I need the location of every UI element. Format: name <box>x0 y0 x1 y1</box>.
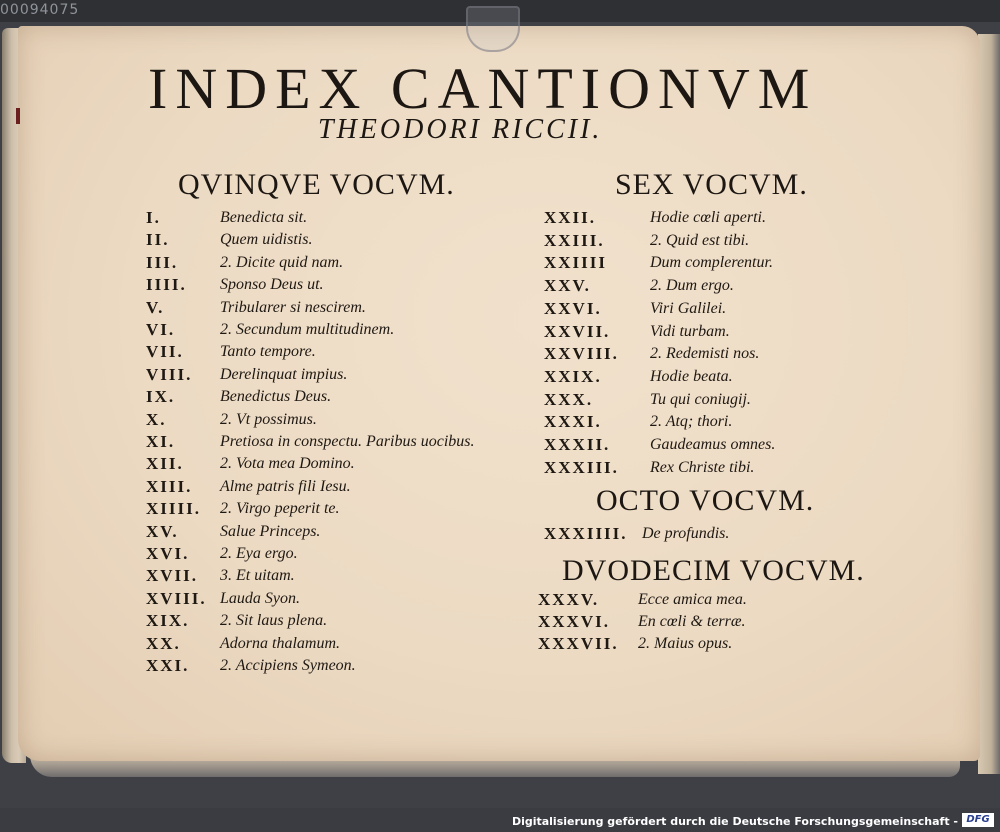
entry-number: XVII. <box>146 566 199 586</box>
entry-number: XXII. <box>544 208 597 227</box>
entry-number: V. <box>146 297 165 317</box>
entry-number: XIIII. <box>146 499 201 519</box>
entry-number: II. <box>146 230 170 250</box>
dfg-logo: DFG <box>962 813 994 827</box>
entry-title: 2. Accipiens Symeon. <box>220 657 356 674</box>
entry-title: 2. Atq; thori. <box>650 413 733 431</box>
page-clip <box>466 6 520 52</box>
entry-number: XXXII. <box>544 435 611 454</box>
entry-number: XXVI. <box>544 298 602 318</box>
entry-title: 2. Sit laus plena. <box>220 612 328 630</box>
entry-number: IIII. <box>146 275 187 295</box>
entry-title: En cœli & terræ. <box>638 613 746 630</box>
entry-number: XIII. <box>146 476 193 496</box>
entry-title: Tu qui coniugij. <box>650 390 751 408</box>
entry-title: Quem uidistis. <box>220 231 313 249</box>
entry-number: XXVIII. <box>544 344 619 364</box>
entry-title: Ecce amica mea. <box>638 591 747 608</box>
page-subtitle: THEODORI RICCII. <box>318 114 603 145</box>
entry-number: XXXV. <box>538 590 600 609</box>
entry-title: Viri Galilei. <box>650 299 727 317</box>
entry-title: Rex Christe tibi. <box>650 458 755 476</box>
entry-title: Vidi turbam. <box>650 322 730 340</box>
entry-number: XVIII. <box>146 588 207 608</box>
entry-title: De profundis. <box>642 525 730 542</box>
entry-title: 2. Secundum multitudinem. <box>220 321 395 338</box>
page-title: INDEX CANTIONVM <box>148 56 818 121</box>
entry-number: XV. <box>146 521 179 541</box>
entry-title: Tribularer si nescirem. <box>220 298 366 316</box>
heading-octo-vocum: OCTO VOCVM. <box>596 484 815 517</box>
entry-title: Hodie beata. <box>650 367 733 385</box>
entry-title: Adorna thalamum. <box>220 634 340 652</box>
entry-number: XI. <box>146 432 176 451</box>
entry-number: VIII. <box>146 364 193 384</box>
entry-title: Salue Princeps. <box>220 522 321 540</box>
heading-sex-vocum: SEX VOCVM. <box>615 168 808 201</box>
entry-title: 2. Virgo peperit te. <box>220 500 340 518</box>
heading-quinque-vocum: QVINQVE VOCVM. <box>178 168 455 201</box>
entry-title: 2. Quid est tibi. <box>650 231 750 249</box>
entry-number: IX. <box>146 387 176 407</box>
entry-number: XXIII. <box>544 230 605 250</box>
entry-number: XXXI. <box>544 412 602 432</box>
ribbon-marker <box>16 108 20 124</box>
entry-number: XXIX. <box>544 366 602 386</box>
entry-number: XXIIII <box>544 253 608 273</box>
entry-number: I. <box>146 208 161 227</box>
entry-number: XXXVII. <box>538 634 619 653</box>
entry-number: XXI. <box>146 656 190 675</box>
entry-title: 2. Maius opus. <box>638 635 733 652</box>
entry-title: Benedicta sit. <box>220 209 308 226</box>
heading-duodecim-vocum: DVODECIM VOCVM. <box>562 554 865 587</box>
right-page-edge <box>978 34 1000 774</box>
entry-title: 2. Redemisti nos. <box>650 345 760 363</box>
entry-number: XXXIII. <box>544 457 619 477</box>
footer-credit: Digitalisierung gefördert durch die Deutsche Forschungsgemeinschaft - <box>511 815 958 828</box>
entry-title: Lauda Syon. <box>220 589 300 607</box>
entry-number: XXV. <box>544 276 591 296</box>
shelfmark-label: 00094075 <box>0 2 80 18</box>
entry-number: VI. <box>146 320 176 339</box>
entry-title: Sponso Deus ut. <box>220 276 324 294</box>
entry-title: Tanto tempore. <box>220 343 316 361</box>
entry-title: Dum complerentur. <box>650 254 773 272</box>
entry-title: Derelinquat impius. <box>220 365 348 383</box>
entry-title: 3. Et uitam. <box>220 567 295 585</box>
entry-number: XXX. <box>544 389 594 409</box>
entry-number: XXVII. <box>544 321 611 341</box>
entry-title: 2. Vota mea Domino. <box>220 455 355 473</box>
entry-number: VII. <box>146 342 184 362</box>
entry-title: 2. Eya ergo. <box>220 545 298 562</box>
entry-number: XXXVI. <box>538 612 610 631</box>
entry-title: Gaudeamus omnes. <box>650 436 776 453</box>
entry-number: XVI. <box>146 544 190 563</box>
entry-title: Hodie cœli aperti. <box>650 209 766 226</box>
entry-title: Alme patris fili Iesu. <box>220 477 351 495</box>
entry-title: Pretiosa in conspectu. Paribus uocibus. <box>220 433 475 450</box>
entry-title: 2. Dum ergo. <box>650 277 734 295</box>
entry-number: XX. <box>146 633 181 653</box>
entry-title: 2. Vt possimus. <box>220 410 317 428</box>
entry-number: XIX. <box>146 611 190 631</box>
entry-number: X. <box>146 409 167 429</box>
entry-title: Benedictus Deus. <box>220 388 332 406</box>
entry-number: III. <box>146 252 179 272</box>
entry-number: XII. <box>146 454 184 474</box>
entry-number: XXXIIII. <box>544 524 628 543</box>
entry-title: 2. Dicite quid nam. <box>220 253 344 271</box>
